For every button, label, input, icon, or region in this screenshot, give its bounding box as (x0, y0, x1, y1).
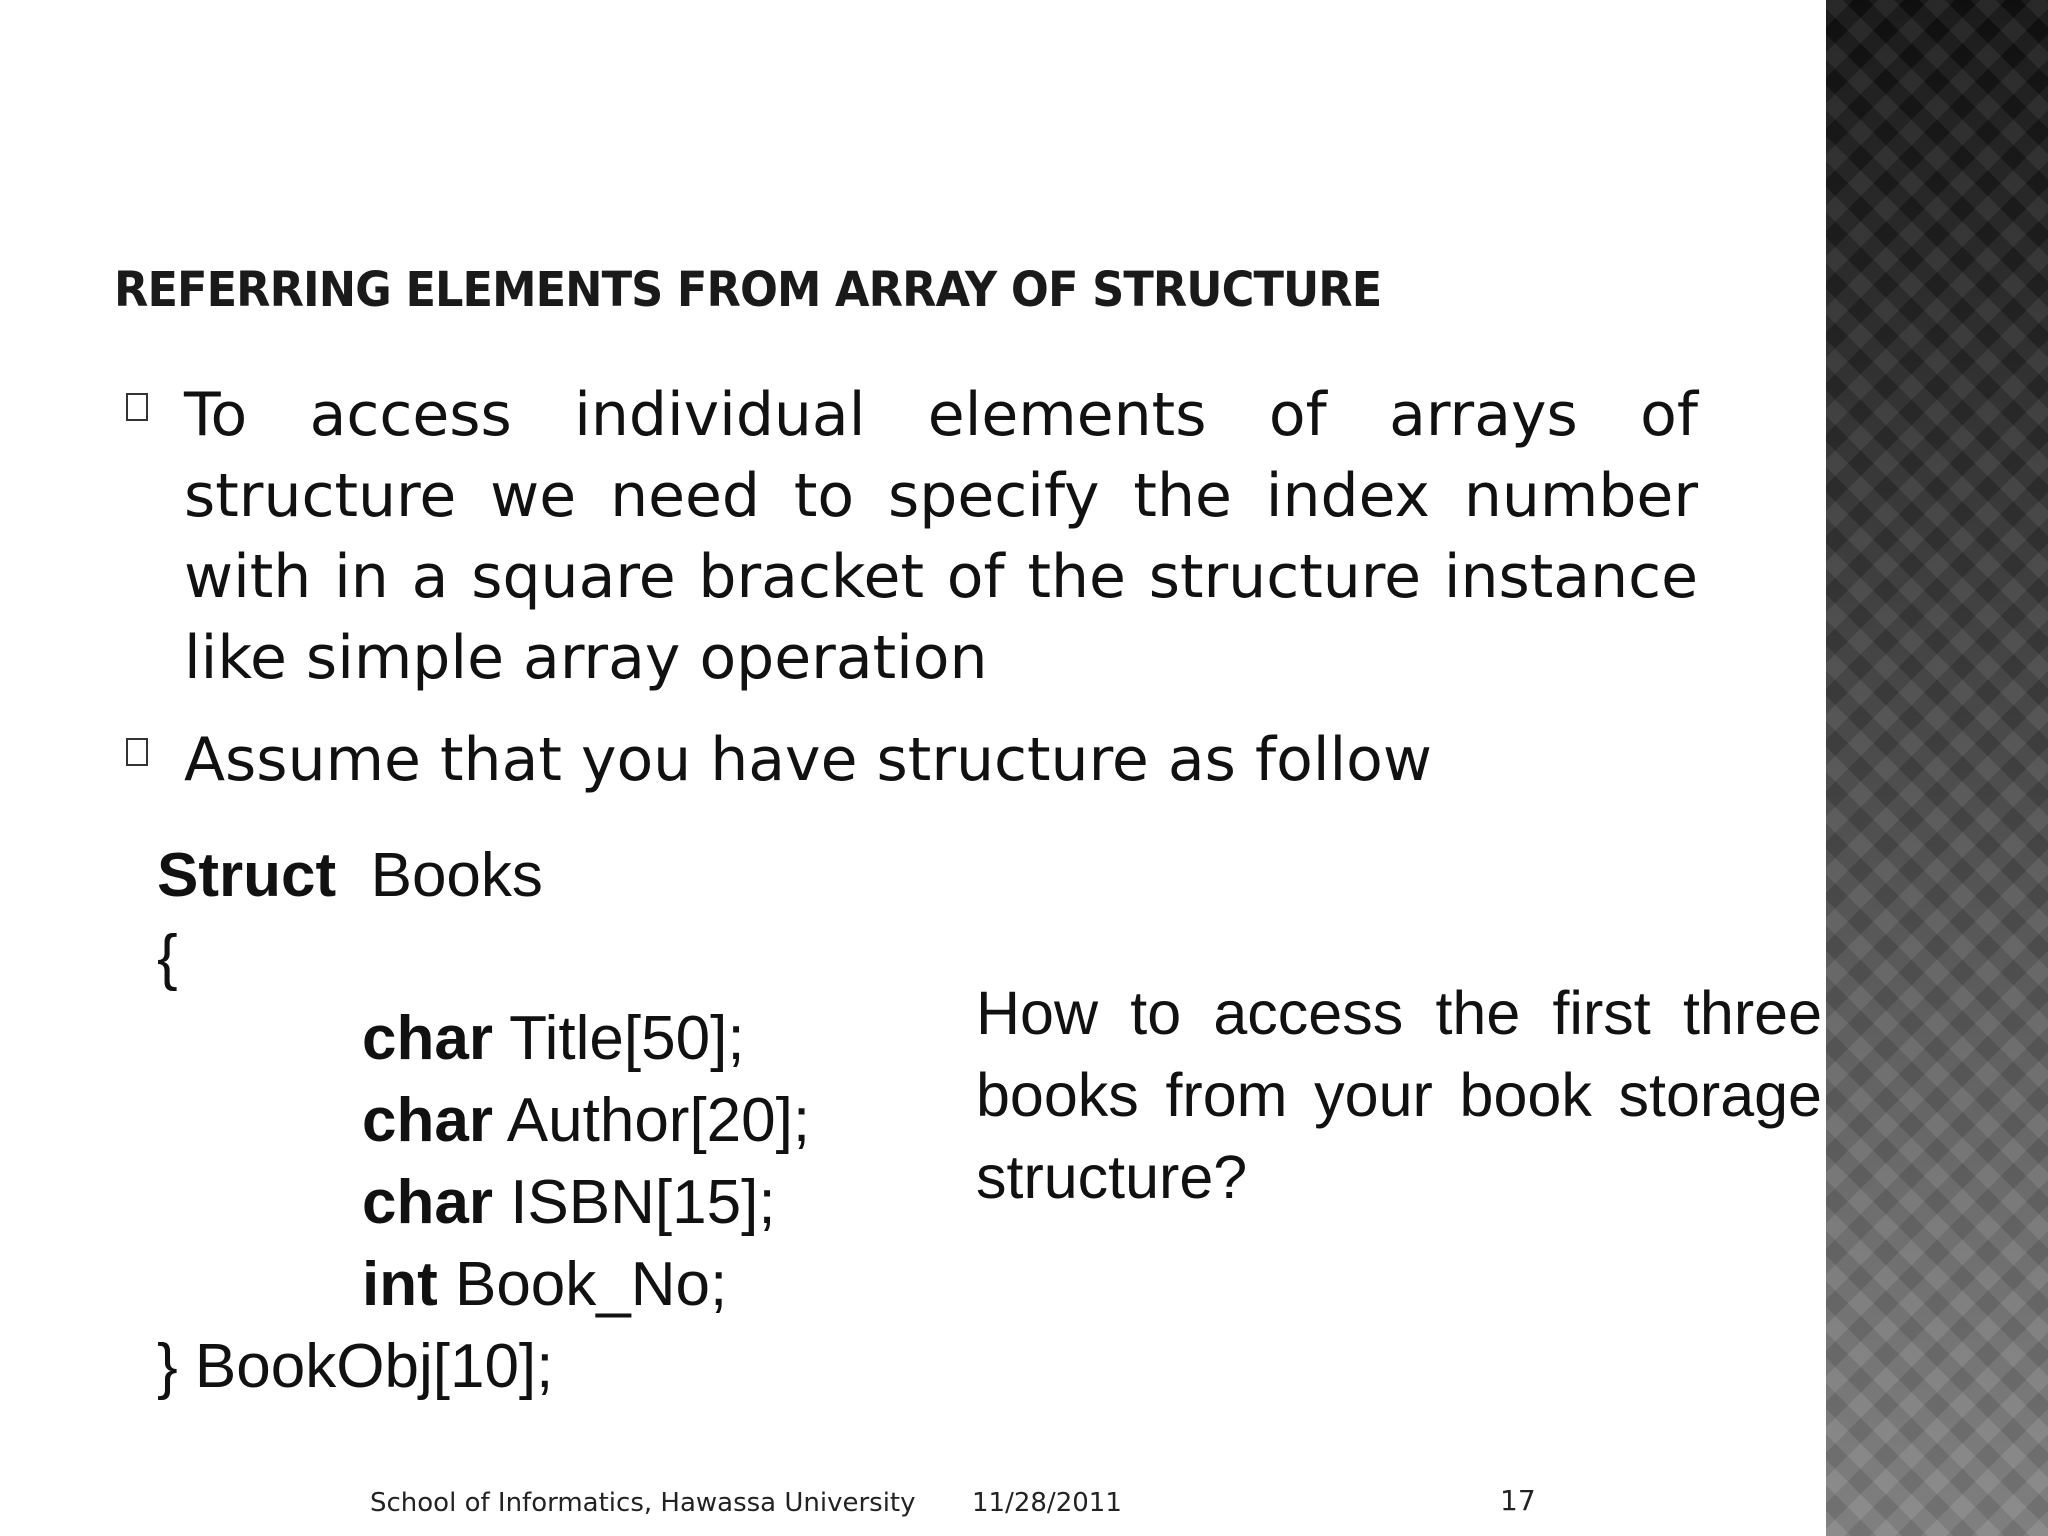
code-keyword: char (362, 1168, 493, 1237)
code-line: } BookObj[10]; (157, 1332, 554, 1401)
code-line (362, 999, 745, 1079)
code-keyword: char (362, 1086, 493, 1155)
code-text: Books (336, 841, 543, 910)
code-line (157, 836, 543, 916)
question-text: How to access the first three books from your book storage structure? (976, 979, 1822, 1211)
bullet-text: To access individual elements of arrays of structure we need to specify the index number with in a square bracket of the structure instance like simple array operation (184, 380, 1698, 693)
footer-date: 11/28/2011 (972, 1488, 1122, 1518)
code-keyword: Struct (157, 841, 337, 910)
code-line (362, 1081, 810, 1161)
code-text: Author[20]; (492, 1086, 811, 1155)
code-line (362, 1163, 776, 1243)
code-keyword: char (362, 1004, 493, 1073)
bullet-item (126, 375, 1698, 699)
decorative-side-band (1826, 0, 2048, 1536)
code-text: Book_No; (437, 1250, 728, 1319)
code-text: Title[50]; (492, 1004, 745, 1073)
bullet-text: Assume that you have structure as follow (184, 725, 1432, 795)
code-line: { (157, 923, 178, 992)
bullet-square-icon (126, 738, 148, 766)
page-number: 17 (1500, 1484, 1536, 1517)
code-line (362, 1245, 727, 1325)
bullet-square-icon (126, 393, 148, 421)
slide-title: REFERRING ELEMENTS FROM ARRAY OF STRUCTURE (114, 262, 1382, 318)
code-keyword: int (362, 1250, 438, 1319)
bullet-item (126, 720, 1698, 801)
footer-school: School of Informatics, Hawassa University (370, 1488, 916, 1518)
code-text: ISBN[15]; (492, 1168, 776, 1237)
